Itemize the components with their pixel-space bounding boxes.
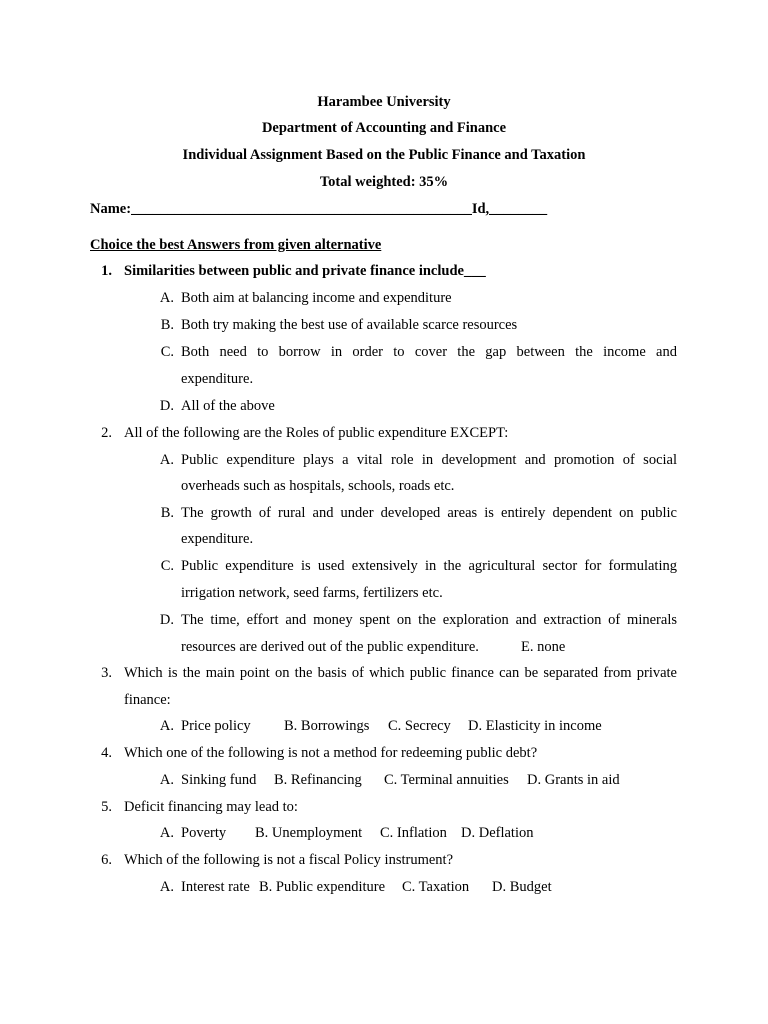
option-text: C. Secrecy xyxy=(388,718,451,734)
option-letter: A. xyxy=(159,772,174,788)
option-text: C. Inflation xyxy=(380,825,447,841)
option-letter: A. xyxy=(159,825,174,841)
option-text: B. Public expenditure xyxy=(259,879,386,895)
option-text: Public expenditure plays a vital role in development and promotion of social xyxy=(181,452,677,468)
question-text: Which one of the following is not a method for redeeming public debt? xyxy=(124,745,538,761)
option-text: Price policy xyxy=(181,718,251,734)
instruction-heading: Choice the best Answers from given alternative xyxy=(90,237,382,253)
option-letter: B. xyxy=(160,505,174,521)
question-text: All of the following are the Roles of public expenditure EXCEPT: xyxy=(124,425,509,441)
option-letter: A. xyxy=(159,452,174,468)
option-letter: A. xyxy=(159,879,174,895)
option-text-continued: overheads such as hospitals, schools, roads etc. xyxy=(181,478,455,494)
option-text-continued: expenditure. xyxy=(181,371,254,387)
question-number: 6. xyxy=(101,852,112,868)
option-text: Sinking fund xyxy=(181,772,257,788)
question-number: 4. xyxy=(101,745,112,761)
question-text-continued: finance: xyxy=(124,692,171,708)
option-text: C. Terminal annuities xyxy=(384,772,509,788)
question-number: 3. xyxy=(101,665,112,681)
option-letter: C. xyxy=(160,558,174,574)
option-text: D. Grants in aid xyxy=(527,772,620,788)
option-letter: D. xyxy=(159,398,174,414)
option-text: Public expenditure is used extensively in the agricultural sector for formulating xyxy=(181,558,677,574)
option-text: B. Borrowings xyxy=(284,718,370,734)
option-text: D. Elasticity in income xyxy=(468,718,602,734)
option-text-continued: resources are derived out of the public expenditure. xyxy=(181,639,479,655)
department-title: Department of Accounting and Finance xyxy=(261,120,507,136)
option-letter: B. xyxy=(160,317,174,333)
assignment-title: Individual Assignment Based on the Public Finance and Taxation xyxy=(182,147,586,163)
question-text: Similarities between public and private finance include___ xyxy=(124,263,486,279)
option-text: Interest rate xyxy=(181,879,250,895)
question-number: 5. xyxy=(101,799,112,815)
option-letter: A. xyxy=(159,718,174,734)
option-letter: D. xyxy=(159,612,174,628)
option-text: E. none xyxy=(521,639,566,655)
question-text: Which is the main point on the basis of which public finance can be separated from private xyxy=(124,665,677,681)
option-text: Poverty xyxy=(181,825,227,841)
option-letter: A. xyxy=(159,290,174,306)
question-text: Which of the following is not a fiscal Policy instrument? xyxy=(124,852,454,868)
option-text: The time, effort and money spent on the exploration and extraction of minerals xyxy=(181,612,677,628)
option-text: B. Unemployment xyxy=(255,825,363,841)
university-title: Harambee University xyxy=(317,94,451,110)
option-text: D. Budget xyxy=(492,879,552,895)
option-text: The growth of rural and under developed areas is entirely dependent on public xyxy=(181,505,677,521)
option-text: Both aim at balancing income and expenditure xyxy=(181,290,452,306)
question-number: 1. xyxy=(101,263,112,279)
option-text: All of the above xyxy=(181,398,275,414)
total-weight: Total weighted: 35% xyxy=(319,174,449,190)
option-text: Both try making the best use of available scarce resources xyxy=(181,317,518,333)
option-text: Both need to borrow in order to cover the gap between the income and xyxy=(181,344,677,360)
option-text: D. Deflation xyxy=(461,825,534,841)
option-text: B. Refinancing xyxy=(274,772,362,788)
name-id-line: Name:_______________________________________________Id,________ xyxy=(90,201,548,217)
question-text: Deficit financing may lead to: xyxy=(124,799,298,815)
option-text-continued: expenditure. xyxy=(181,531,254,547)
option-letter: C. xyxy=(160,344,174,360)
option-text: C. Taxation xyxy=(402,879,470,895)
question-number: 2. xyxy=(101,425,112,441)
option-text-continued: irrigation network, seed farms, fertilizers etc. xyxy=(181,585,443,601)
